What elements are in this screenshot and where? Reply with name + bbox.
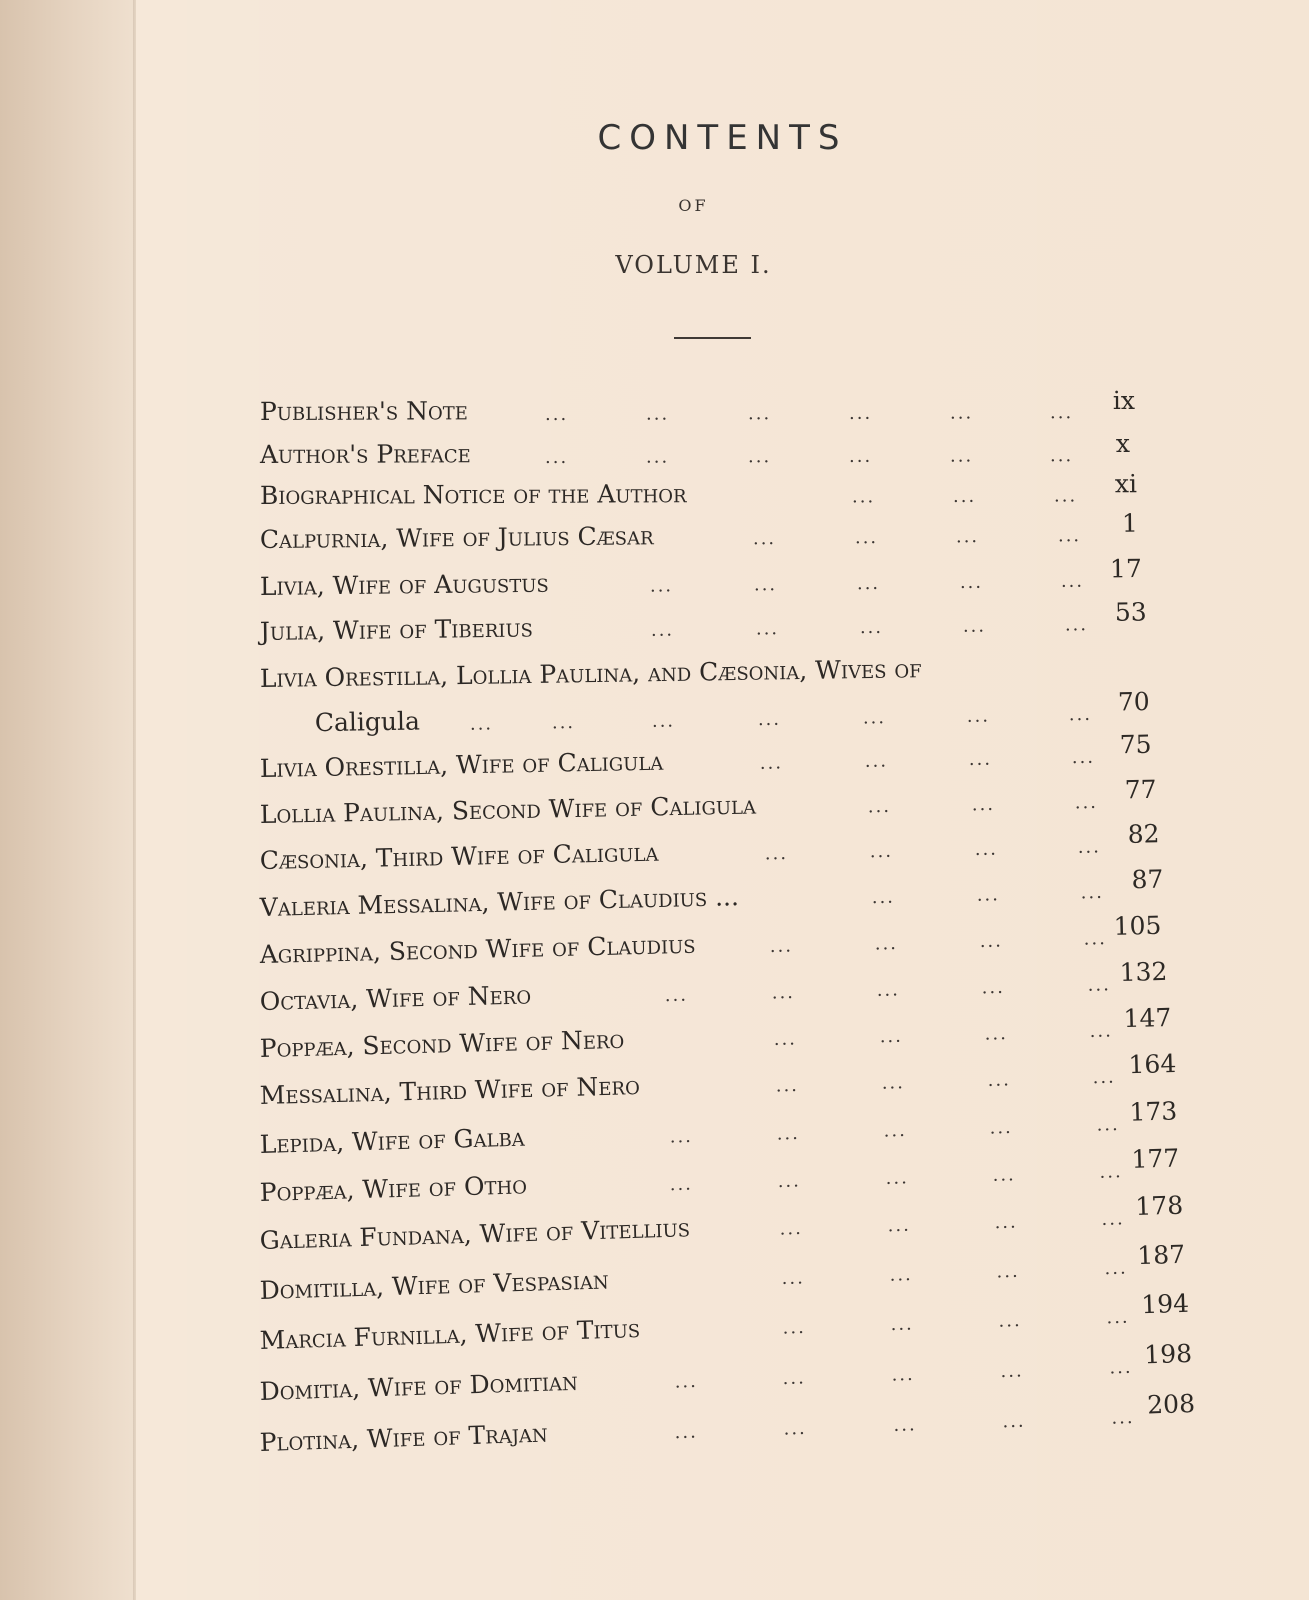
toc-page-number: 70 [1117,687,1150,717]
toc-dot-leader: ... [854,527,879,549]
toc-dot-leader: ... [1109,1356,1133,1379]
toc-dot-leader: ... [776,1122,801,1145]
toc-dot-leader: ... [544,446,569,469]
toc-entry-title: Livia, Wife of Augustus [259,568,549,601]
toc-dot-leader: ... [651,710,676,732]
toc-dot-leader: ... [645,403,670,425]
toc-dot-leader: ... [1111,1406,1135,1429]
toc-dot-leader: ... [891,1363,916,1386]
toc-dot-leader: ... [1057,525,1082,547]
toc-dot-leader: ... [851,486,876,508]
toc-dot-leader: ... [984,1023,1009,1045]
toc-dot-leader: ... [874,932,899,955]
toc-dot-leader: ... [469,713,494,735]
toc-dot-leader: ... [848,445,873,467]
toc-page-number: 1 [1121,508,1138,538]
toc-page-number: 77 [1124,774,1157,805]
toc-dot-leader: ... [869,840,894,863]
toc-page-number: 173 [1129,1096,1178,1127]
toc-page-number: 147 [1123,1002,1172,1034]
title-rule [674,337,751,339]
toc-entry-title: Livia Orestilla, Lollia Paulina, and Cæsonia, Wives of [259,654,922,693]
toc-dot-leader: ... [779,1217,804,1240]
toc-entry-title: Cæsonia, Third Wife of Caligula [259,837,659,875]
toc-dot-leader: ... [1096,1113,1121,1136]
toc-page-number: 132 [1119,956,1168,987]
toc-dot-leader: ... [1106,1306,1130,1329]
toc-dot-leader: ... [871,886,896,909]
toc-entry-title: Poppæa, Second Wife of Nero [259,1024,625,1063]
toc-dot-leader: ... [987,1069,1012,1091]
toc-dot-leader: ... [949,445,974,467]
toc-dot-leader: ... [949,402,974,424]
toc-dot-leader: ... [1087,974,1112,996]
toc-dot-leader: ... [664,984,689,1007]
toc-entry-title: Author's Preface [259,439,471,469]
toc-dot-leader: ... [757,708,782,731]
toc-dot-leader: ... [645,446,670,468]
contents-of-label: OF [678,196,709,215]
toc-entry-title: Lepida, Wife of Galba [259,1122,526,1159]
toc-dot-leader: ... [783,1417,808,1440]
toc-page-number: 87 [1131,864,1164,895]
toc-dot-leader: ... [747,403,772,425]
toc-page-number: 164 [1128,1049,1177,1080]
toc-entry-title: Biographical Notice of the Author [259,479,687,510]
contents-heading: CONTENTS [597,118,848,158]
toc-page-number: 187 [1136,1239,1186,1271]
toc-page-number: 105 [1113,910,1162,941]
toc-entry-title: Plotina, Wife of Trajan [259,1418,549,1457]
toc-entry-title: Julia, Wife of Tiberius [259,613,534,646]
toc-dot-leader: ... [777,1170,802,1193]
toc-page-number: 177 [1131,1143,1180,1174]
toc-dot-leader: ... [782,1367,807,1390]
toc-page-number: 17 [1109,553,1142,584]
toc-page-number: 194 [1140,1288,1190,1320]
toc-dot-leader: ... [862,707,887,729]
toc-dot-leader: ... [752,528,777,550]
toc-page-number: ix [1112,385,1135,416]
toc-dot-leader: ... [1089,1020,1114,1042]
toc-dot-leader: ... [649,575,674,597]
toc-dot-leader: ... [759,752,784,774]
toc-dot-leader: ... [971,793,996,816]
toc-entry-title: Lollia Paulina, Second Wife of Caligula [259,790,757,829]
toc-dot-leader: ... [1049,445,1074,467]
toc-entry-title: Poppæa, Wife of Otho [259,1170,528,1207]
toc-dot-leader: ... [1074,791,1099,814]
toc-dot-leader: ... [992,1164,1017,1186]
toc-dot-leader: ... [771,981,796,1004]
toc-dot-leader: ... [1068,703,1093,726]
toc-entry-title: Galeria Fundana, Wife of Vitellius [259,1213,691,1255]
toc-dot-leader: ... [782,1316,807,1339]
toc-entry-title: Domitilla, Wife of Vespasian [259,1265,610,1305]
toc-entry-publishers-note [259,385,1290,443]
toc-dot-leader: ... [981,976,1006,999]
toc-dot-leader: ... [889,1264,914,1286]
toc-dot-leader: ... [856,572,881,595]
toc-dot-leader: ... [674,1370,699,1393]
toc-dot-leader: ... [994,1211,1019,1234]
toc-dot-leader: ... [976,884,1001,906]
toc-dot-leader: ... [1000,1360,1024,1383]
toc-entry-title: Messalina, Third Wife of Nero [259,1071,641,1110]
toc-page-number: 75 [1119,729,1152,760]
toc-dot-leader: ... [867,795,892,818]
book-page [136,0,1309,1600]
toc-page-number: 198 [1143,1338,1193,1370]
toc-dot-leader: ... [879,1025,904,1048]
toc-dot-leader: ... [890,1313,915,1336]
toc-dot-leader: ... [544,403,569,426]
toc-dot-leader: ... [1049,402,1074,424]
book-gutter-shadow [0,0,136,1600]
toc-dot-leader: ... [650,619,675,641]
toc-dot-leader: ... [859,616,884,639]
toc-dot-leader: ... [989,1116,1014,1139]
toc-dot-leader: ... [955,526,980,548]
toc-entry-title: Octavia, Wife of Nero [259,980,532,1016]
toc-dot-leader: ... [781,1267,806,1290]
toc-dot-leader: ... [1080,881,1105,904]
toc-dot-leader: ... [1101,1208,1125,1231]
toc-page-number: x [1115,428,1130,459]
toc-dot-leader: ... [974,838,999,861]
toc-dot-leader: ... [968,748,993,771]
toc-entry-title: Caligula [314,706,421,738]
toc-dot-leader: ... [864,750,889,772]
toc-dot-leader: ... [1064,614,1089,636]
toc-dot-leader: ... [764,842,789,865]
toc-dot-leader: ... [881,1072,906,1094]
toc-dot-leader: ... [996,1260,1021,1283]
toc-dot-leader: ... [1099,1161,1123,1183]
toc-dot-leader: ... [747,446,772,468]
toc-page-number: 82 [1127,819,1160,849]
toc-entry-title: Domitia, Wife of Domitian [259,1366,579,1406]
toc-dot-leader: ... [551,712,576,734]
toc-dot-leader: ... [1071,746,1096,769]
toc-dot-leader: ... [966,705,991,727]
toc-dot-leader: ... [887,1214,912,1237]
toc-dot-leader: ... [674,1421,699,1444]
toc-dot-leader: ... [893,1414,918,1436]
toc-entry-title: Valeria Messalina, Wife of Claudius ... [259,882,740,922]
toc-dot-leader: ... [1053,485,1078,507]
toc-entry-title: Calpurnia, Wife of Julius Cæsar [259,521,654,554]
toc-page-number: 178 [1134,1190,1184,1222]
toc-dot-leader: ... [876,979,901,1001]
toc-dot-leader: ... [753,574,778,596]
toc-dot-leader: ... [883,1119,908,1142]
toc-page-number: 53 [1114,597,1147,627]
toc-entry-title: Agrippina, Second Wife of Claudius [259,929,696,969]
toc-entry-title: Publisher's Note [259,396,468,426]
toc-dot-leader: ... [1083,928,1108,950]
toc-dot-leader: ... [669,1125,694,1148]
toc-dot-leader: ... [1060,570,1085,592]
volume-title: VOLUME I. [615,251,772,279]
toc-dot-leader: ... [1092,1066,1117,1089]
toc-dot-leader: ... [979,930,1004,953]
toc-dot-leader: ... [959,571,984,594]
toc-dot-leader: ... [952,485,977,507]
toc-dot-leader: ... [773,1028,798,1050]
toc-page-number: 208 [1146,1388,1196,1420]
toc-dot-leader: ... [775,1074,800,1097]
toc-dot-leader: ... [885,1167,910,1189]
toc-dot-leader: ... [848,402,873,424]
toc-dot-leader: ... [1002,1410,1026,1433]
toc-dot-leader: ... [962,615,987,637]
toc-dot-leader: ... [1077,836,1102,858]
toc-entry-title: Livia Orestilla, Wife of Caligula [259,746,664,783]
toc-dot-leader: ... [755,618,780,640]
toc-dot-leader: ... [1104,1257,1128,1280]
toc-page-number: xi [1114,469,1137,499]
toc-dot-leader: ... [998,1310,1022,1332]
toc-entry-title: Marcia Furnilla, Wife of Titus [259,1314,641,1355]
toc-dot-leader: ... [769,935,794,957]
toc-dot-leader: ... [669,1173,694,1196]
